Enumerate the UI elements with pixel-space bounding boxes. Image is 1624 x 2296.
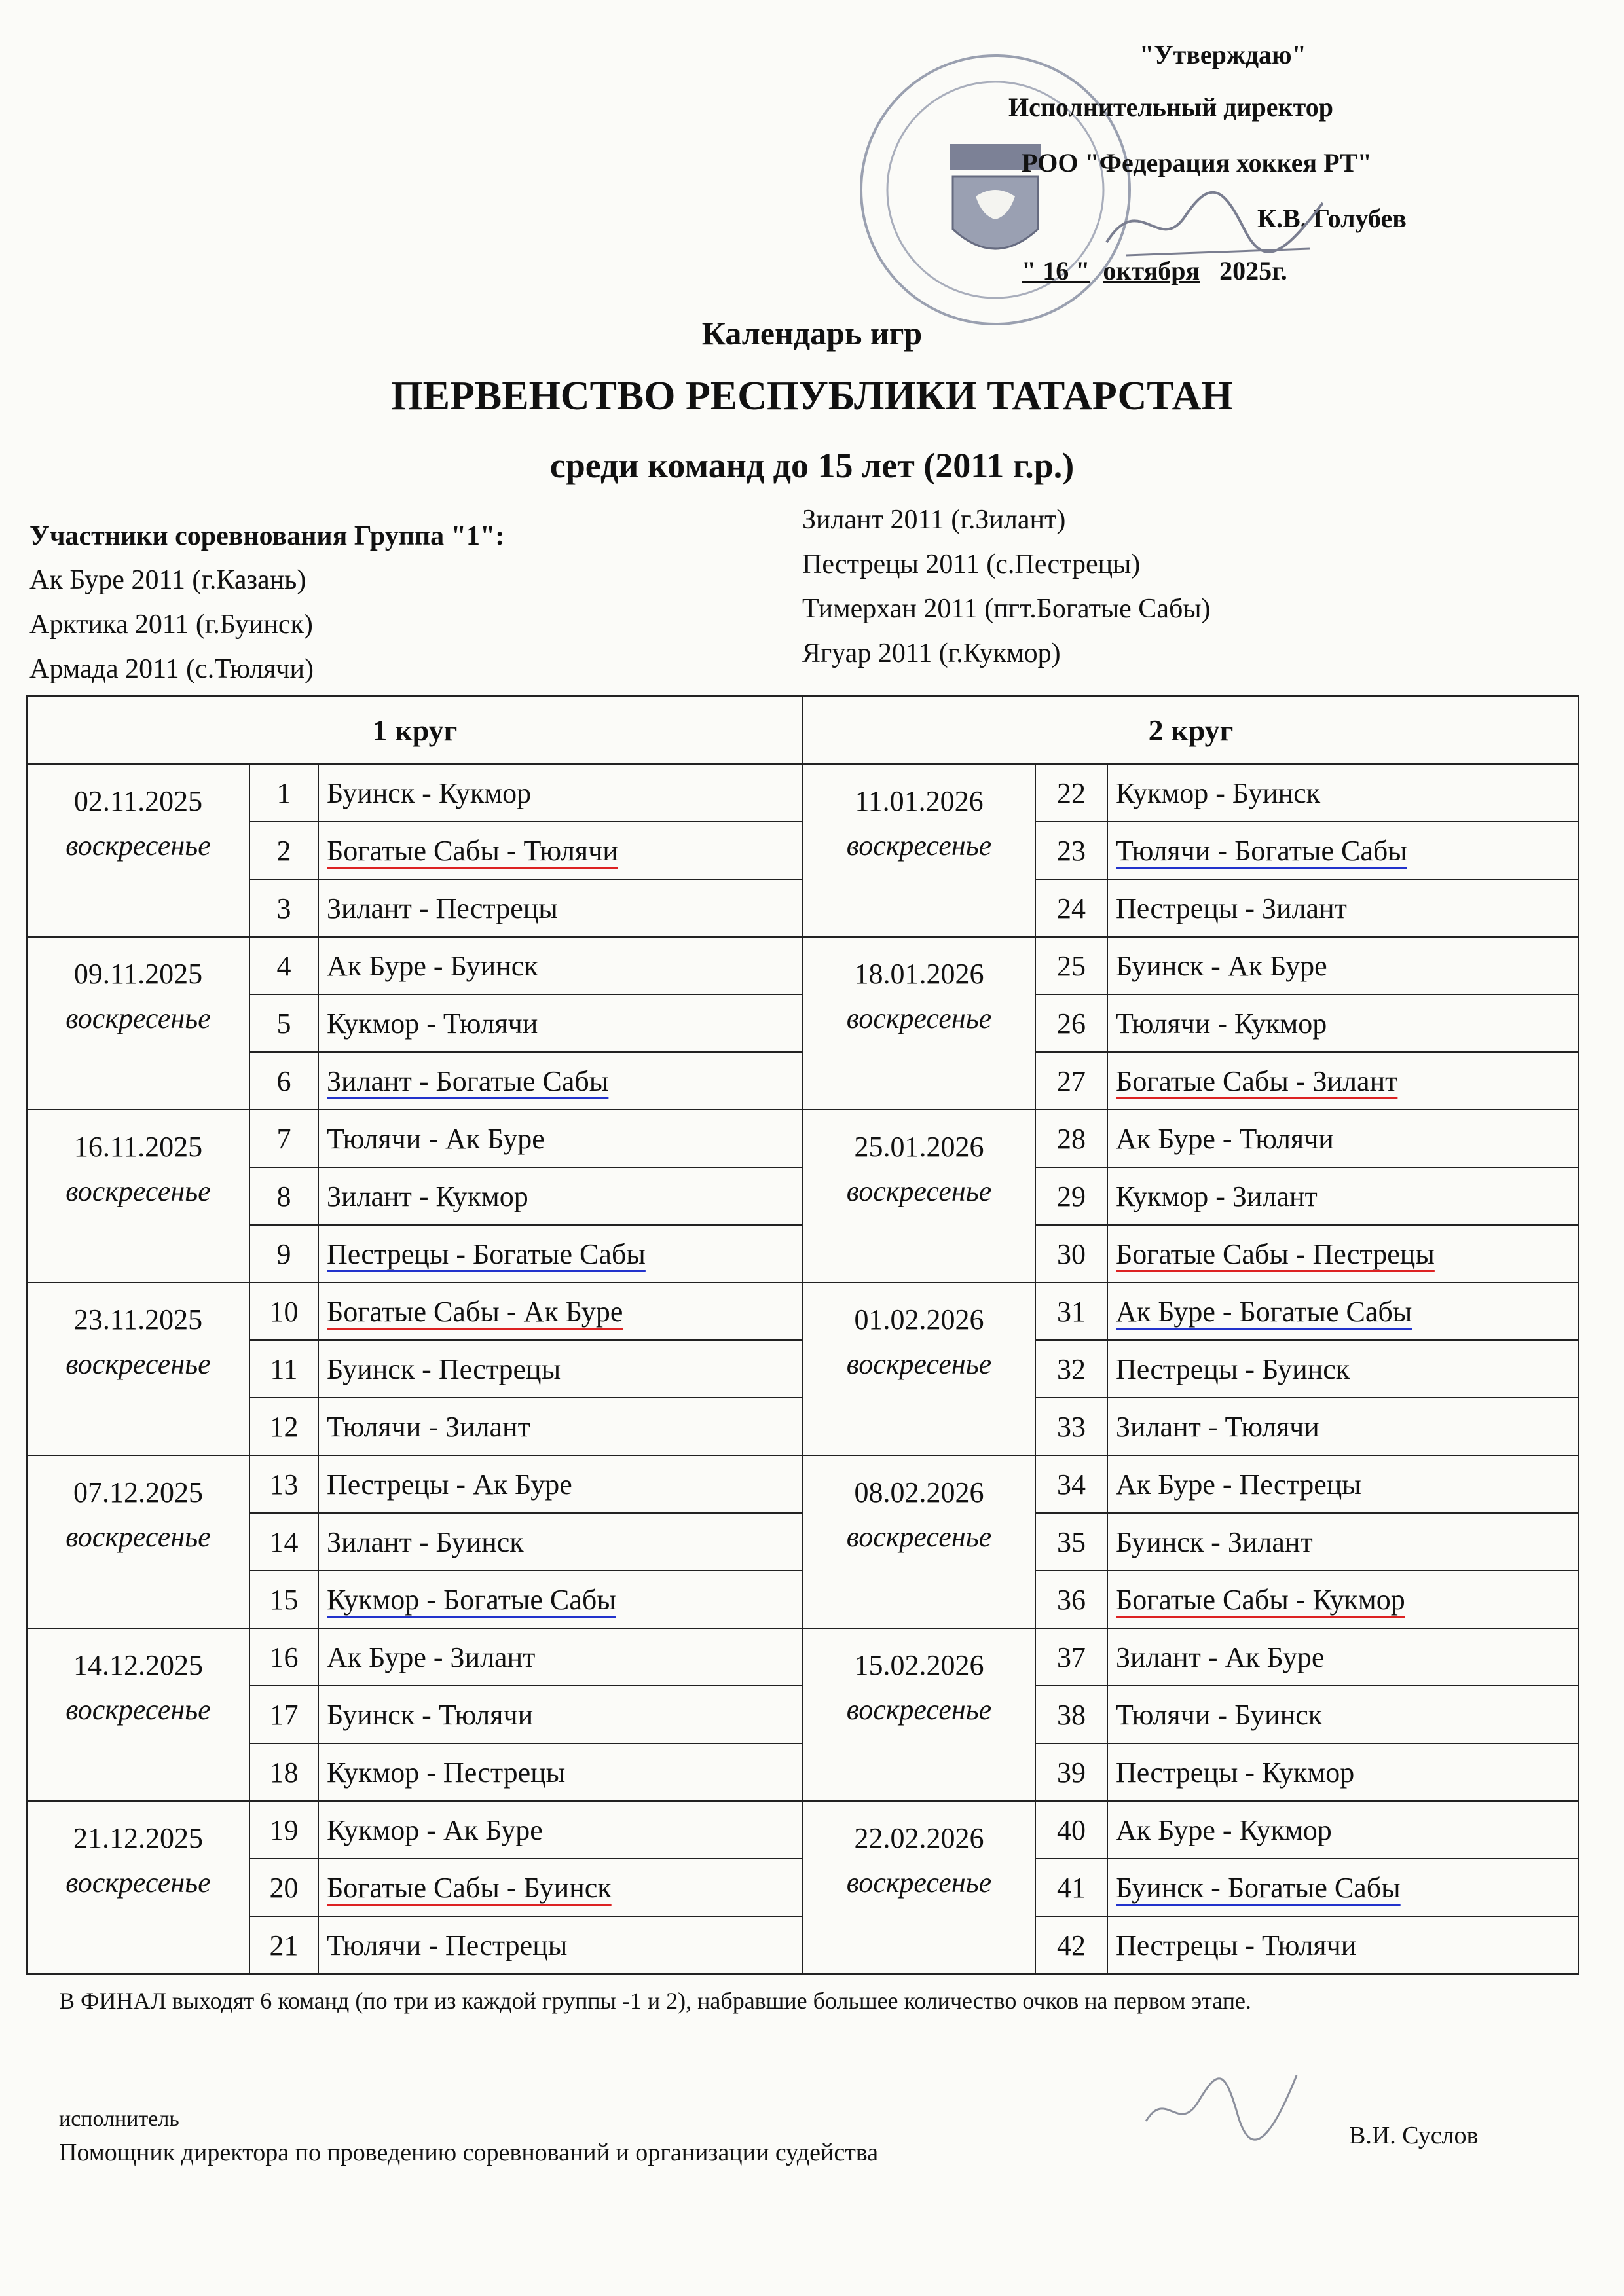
schedule-row [27,1801,1579,1859]
match-cell [1107,1052,1579,1110]
schedule-row [27,764,1579,822]
match-date: 14.12.2025 [73,1649,203,1681]
game-number: 18 [249,1743,318,1801]
round1-date-cell [27,1801,249,1974]
round1-date-cell [27,1110,249,1283]
game-number: 3 [249,879,318,937]
match-teams: Зилант - Богатые Сабы [327,1065,609,1097]
match-cell [318,822,803,879]
match-cell [1107,937,1579,994]
schedule-table [26,695,1579,1975]
match-teams: Тюлячи - Зилант [327,1410,530,1443]
game-number: 31 [1035,1283,1107,1340]
game-number: 33 [1035,1398,1107,1455]
round1-date-cell [27,764,249,937]
game-number: 40 [1035,1801,1107,1859]
match-teams: Ак Буре - Зилант [327,1641,536,1673]
match-cell [318,1801,803,1859]
schedule-row [27,1283,1579,1340]
round2-date-cell [803,1628,1035,1801]
match-teams: Буинск - Ак Буре [1116,949,1327,982]
match-cell [1107,994,1579,1052]
game-number: 22 [1035,764,1107,822]
round2-date-cell [803,764,1035,937]
match-teams: Ак Буре - Кукмор [1116,1813,1332,1846]
match-teams: Ак Буре - Пестрецы [1116,1468,1361,1501]
match-teams: Богатые Сабы - Тюлячи [327,834,618,867]
match-teams: Богатые Сабы - Буинск [327,1871,612,1904]
game-number: 12 [249,1398,318,1455]
match-teams: Ак Буре - Богатые Сабы [1116,1295,1412,1328]
match-cell [318,1743,803,1801]
game-number: 2 [249,822,318,879]
match-teams: Буинск - Богатые Сабы [1116,1871,1401,1904]
game-number: 8 [249,1167,318,1225]
approval-name: К.В. Голубев [1257,204,1407,233]
game-number: 6 [249,1052,318,1110]
match-cell [318,1628,803,1686]
match-weekday: воскресенье [846,1002,992,1035]
game-number: 29 [1035,1167,1107,1225]
approval-date-day: " 16 " [1022,256,1090,285]
schedule-header-row [27,696,1579,764]
match-cell [318,1283,803,1340]
match-teams: Кукмор - Ак Буре [327,1813,543,1846]
executor-name: В.И. Суслов [1349,2122,1479,2149]
match-weekday: воскресенье [846,1348,992,1381]
match-cell [1107,879,1579,937]
schedule-row [27,937,1579,994]
match-cell [1107,764,1579,822]
round2-date-cell [803,1283,1035,1455]
match-weekday: воскресенье [65,1694,211,1726]
match-teams: Кукмор - Буинск [1116,776,1321,809]
match-teams: Пестрецы - Ак Буре [327,1468,572,1501]
match-cell [318,879,803,937]
round1-date-cell [27,1628,249,1801]
match-weekday: воскресенье [846,829,992,862]
match-cell [1107,1225,1579,1283]
match-cell [318,1916,803,1974]
match-teams: Зилант - Пестрецы [327,892,558,924]
match-cell [1107,1571,1579,1628]
game-number: 27 [1035,1052,1107,1110]
game-number: 28 [1035,1110,1107,1167]
federation-stamp [851,46,1139,334]
round2-date-cell [803,1801,1035,1974]
match-date: 21.12.2025 [73,1822,203,1854]
match-teams: Буинск - Пестрецы [327,1353,561,1385]
participant: Зилант 2011 (г.Зилант) [802,505,1066,535]
participant: Ягуар 2011 (г.Кукмор) [802,638,1061,668]
match-teams: Кукмор - Зилант [1116,1180,1318,1212]
approval-date-year: 2025г. [1219,256,1287,285]
game-number: 13 [249,1455,318,1513]
approval-heading: "Утверждаю" [1139,40,1306,69]
match-date: 09.11.2025 [73,958,203,990]
schedule-row [27,1628,1579,1686]
match-cell [318,1225,803,1283]
match-cell [318,937,803,994]
match-cell [318,1340,803,1398]
match-teams: Пестрецы - Богатые Сабы [327,1237,646,1270]
game-number: 10 [249,1283,318,1340]
game-number: 17 [249,1686,318,1743]
approval-signature [1100,177,1336,268]
match-weekday: воскресенье [846,1867,992,1899]
game-number: 4 [249,937,318,994]
game-number: 5 [249,994,318,1052]
age-group-title: среди команд до 15 лет (2011 г.р.) [549,446,1075,485]
match-teams: Богатые Сабы - Кукмор [1116,1583,1405,1616]
round2-date-cell [803,1455,1035,1628]
match-teams: Зилант - Ак Буре [1116,1641,1325,1673]
match-cell [318,1110,803,1167]
match-cell [1107,1916,1579,1974]
round2-date-cell [803,937,1035,1110]
match-cell [1107,1801,1579,1859]
schedule-row [27,1110,1579,1167]
match-teams: Пестрецы - Зилант [1116,892,1347,924]
match-teams: Зилант - Кукмор [327,1180,528,1212]
executor-position: Помощник директора по проведению соревнований и организации судейства [59,2139,879,2166]
match-teams: Тюлячи - Пестрецы [327,1929,568,1961]
match-teams: Богатые Сабы - Пестрецы [1116,1237,1435,1270]
match-cell [1107,1340,1579,1398]
final-note: В ФИНАЛ выходят 6 команд (по три из каждой группы -1 и 2), набравшие большее количество очков на первом этапе. [59,1988,1251,2014]
match-teams: Пестрецы - Кукмор [1116,1756,1355,1789]
match-teams: Кукмор - Пестрецы [327,1756,566,1789]
match-date: 08.02.2026 [854,1476,984,1508]
match-date: 16.11.2025 [73,1131,203,1163]
game-number: 37 [1035,1628,1107,1686]
match-date: 15.02.2026 [854,1649,984,1681]
game-number: 23 [1035,822,1107,879]
match-cell [318,1455,803,1513]
match-teams: Пестрецы - Буинск [1116,1353,1350,1385]
round2-date-cell [803,1110,1035,1283]
match-date: 02.11.2025 [73,785,203,817]
round1-date-cell [27,937,249,1110]
match-teams: Зилант - Буинск [327,1525,524,1558]
game-number: 21 [249,1916,318,1974]
match-weekday: воскресенье [65,1348,211,1381]
match-weekday: воскресенье [846,1175,992,1208]
executor-label: исполнитель [59,2107,179,2131]
game-number: 35 [1035,1513,1107,1571]
match-teams: Тюлячи - Богатые Сабы [1116,834,1407,867]
game-number: 19 [249,1801,318,1859]
match-cell [1107,1283,1579,1340]
match-teams: Кукмор - Богатые Сабы [327,1583,616,1616]
game-number: 41 [1035,1859,1107,1916]
match-cell [318,1859,803,1916]
match-weekday: воскресенье [846,1694,992,1726]
game-number: 42 [1035,1916,1107,1974]
match-cell [318,1167,803,1225]
match-weekday: воскресенье [65,1867,211,1899]
game-number: 15 [249,1571,318,1628]
match-cell [318,764,803,822]
match-teams: Ак Буре - Тюлячи [1116,1122,1334,1155]
match-cell [1107,822,1579,879]
match-cell [318,1686,803,1743]
game-number: 38 [1035,1686,1107,1743]
match-cell [1107,1628,1579,1686]
game-number: 26 [1035,994,1107,1052]
match-cell [1107,1743,1579,1801]
match-date: 11.01.2026 [855,785,984,817]
match-cell [318,1052,803,1110]
game-number: 30 [1035,1225,1107,1283]
participant: Ак Буре 2011 (г.Казань) [29,565,306,595]
match-teams: Пестрецы - Тюлячи [1116,1929,1357,1961]
match-teams: Буинск - Кукмор [327,776,532,809]
document-title: Календарь игр [701,315,923,352]
match-cell [1107,1859,1579,1916]
approval-date-month: октября [1103,256,1200,285]
game-number: 39 [1035,1743,1107,1801]
game-number: 32 [1035,1340,1107,1398]
match-date: 18.01.2026 [854,958,984,990]
approval-organization: РОО "Федерация хоккея РТ" [1022,148,1372,177]
match-date: 22.02.2026 [854,1822,984,1854]
participants-heading: Участники соревнования Группа "1": [29,521,505,551]
game-number: 16 [249,1628,318,1686]
schedule-body [27,764,1579,1974]
match-cell [1107,1513,1579,1571]
match-cell [1107,1398,1579,1455]
match-weekday: воскресенье [65,829,211,862]
match-cell [318,1571,803,1628]
match-teams: Буинск - Тюлячи [327,1698,534,1731]
match-teams: Ак Буре - Буинск [327,949,538,982]
match-teams: Тюлячи - Ак Буре [327,1122,545,1155]
match-date: 25.01.2026 [854,1131,984,1163]
game-number: 36 [1035,1571,1107,1628]
match-cell [1107,1455,1579,1513]
executor-signature [1139,2062,1310,2154]
match-cell [318,994,803,1052]
match-date: 23.11.2025 [73,1303,203,1336]
match-cell [1107,1686,1579,1743]
match-teams: Тюлячи - Буинск [1116,1698,1323,1731]
match-teams: Тюлячи - Кукмор [1116,1007,1327,1040]
match-date: 01.02.2026 [854,1303,984,1336]
round1-header: 1 круг [27,696,803,764]
schedule-row [27,1455,1579,1513]
match-weekday: воскресенье [846,1521,992,1554]
game-number: 11 [249,1340,318,1398]
round2-header: 2 круг [803,696,1579,764]
round1-date-cell [27,1283,249,1455]
match-teams: Богатые Сабы - Ак Буре [327,1295,623,1328]
participant: Арктика 2011 (г.Буинск) [29,610,313,640]
participant: Пестрецы 2011 (с.Пестрецы) [802,549,1141,579]
match-teams: Богатые Сабы - Зилант [1116,1065,1398,1097]
game-number: 20 [249,1859,318,1916]
game-number: 34 [1035,1455,1107,1513]
game-number: 25 [1035,937,1107,994]
championship-title: ПЕРВЕНСТВО РЕСПУБЛИКИ ТАТАРСТАН [391,374,1233,418]
match-weekday: воскресенье [65,1521,211,1554]
match-teams: Зилант - Тюлячи [1116,1410,1320,1443]
match-weekday: воскресенье [65,1175,211,1208]
approval-position: Исполнительный директор [1008,92,1333,122]
participant: Армада 2011 (с.Тюлячи) [29,654,314,684]
match-cell [1107,1110,1579,1167]
match-date: 07.12.2025 [73,1476,203,1508]
game-number: 1 [249,764,318,822]
game-number: 7 [249,1110,318,1167]
game-number: 9 [249,1225,318,1283]
match-teams: Кукмор - Тюлячи [327,1007,538,1040]
participant: Тимерхан 2011 (пгт.Богатые Сабы) [802,594,1211,624]
game-number: 14 [249,1513,318,1571]
round1-date-cell [27,1455,249,1628]
match-cell [318,1398,803,1455]
match-teams: Буинск - Зилант [1116,1525,1313,1558]
match-cell [318,1513,803,1571]
match-weekday: воскресенье [65,1002,211,1035]
game-number: 24 [1035,879,1107,937]
match-cell [1107,1167,1579,1225]
